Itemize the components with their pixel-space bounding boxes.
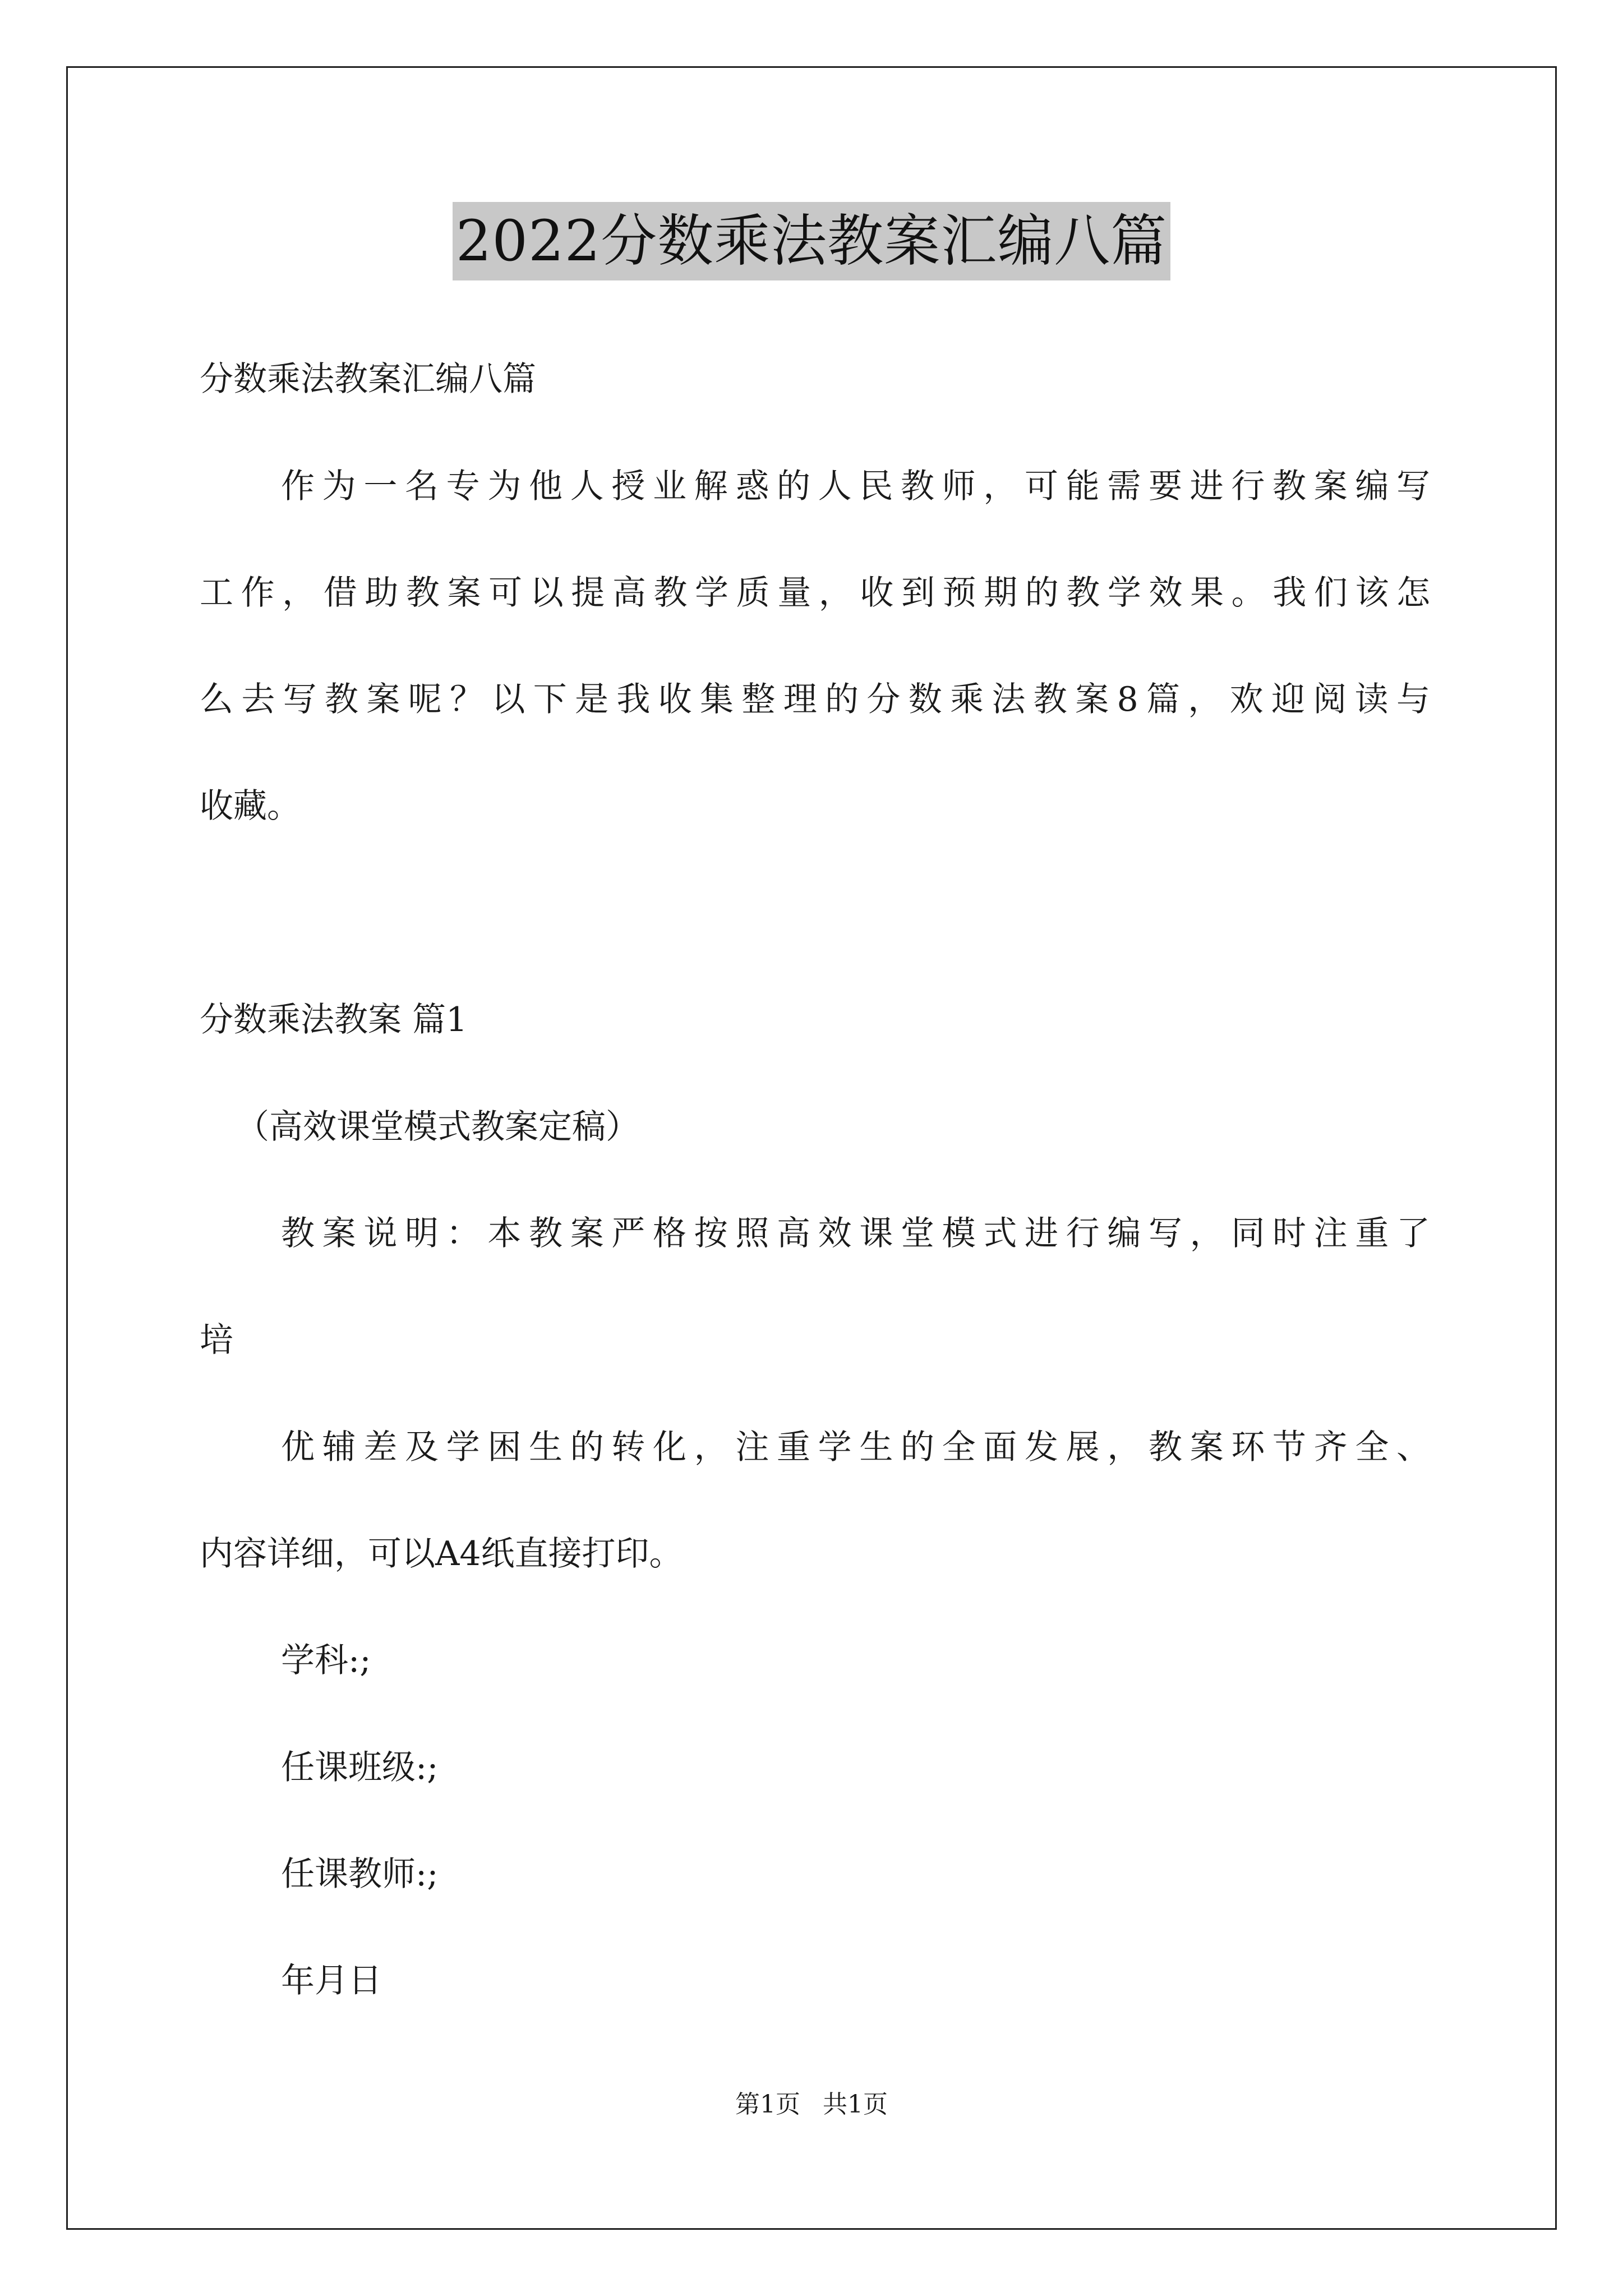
field-subject: 学科:; [281, 1641, 371, 1680]
intro-line-4: 收藏。 [200, 786, 301, 826]
document-title: 2022分数乘法教案汇编八篇 [453, 202, 1171, 280]
desc-line-1: 教案说明：本教案严格按照高效课堂模式进行编写，同时注重了 [281, 1214, 1430, 1253]
intro-line-2: 工作，借助教案可以提高教学质量，收到预期的教学效果。我们该怎 [200, 573, 1430, 613]
field-class: 任课班级:; [281, 1748, 439, 1787]
document-subtitle: 分数乘法教案汇编八篇 [200, 360, 536, 399]
intro-line-3: 么去写教案呢？以下是我收集整理的分数乘法教案8篇，欢迎阅读与 [200, 680, 1430, 719]
desc-line-4: 内容详细，可以A4纸直接打印。 [200, 1534, 683, 1573]
desc-line-2: 培 [200, 1320, 233, 1360]
section-heading: 分数乘法教案 篇1 [200, 1000, 468, 1039]
field-date: 年月日 [281, 1961, 382, 2000]
section-note: （高效课堂模式教案定稿） [236, 1107, 639, 1147]
page-total: 共1页 [823, 2090, 888, 2119]
title-container [0, 202, 1623, 280]
page-footer [0, 2088, 1623, 2122]
desc-line-3: 优辅差及学困生的转化，注重学生的全面发展，教案环节齐全、 [281, 1428, 1430, 1467]
field-teacher: 任课教师:; [281, 1855, 439, 1894]
page-number: 第1页 [735, 2090, 800, 2119]
intro-line-1: 作为一名专为他人授业解惑的人民教师，可能需要进行教案编写 [281, 467, 1430, 506]
